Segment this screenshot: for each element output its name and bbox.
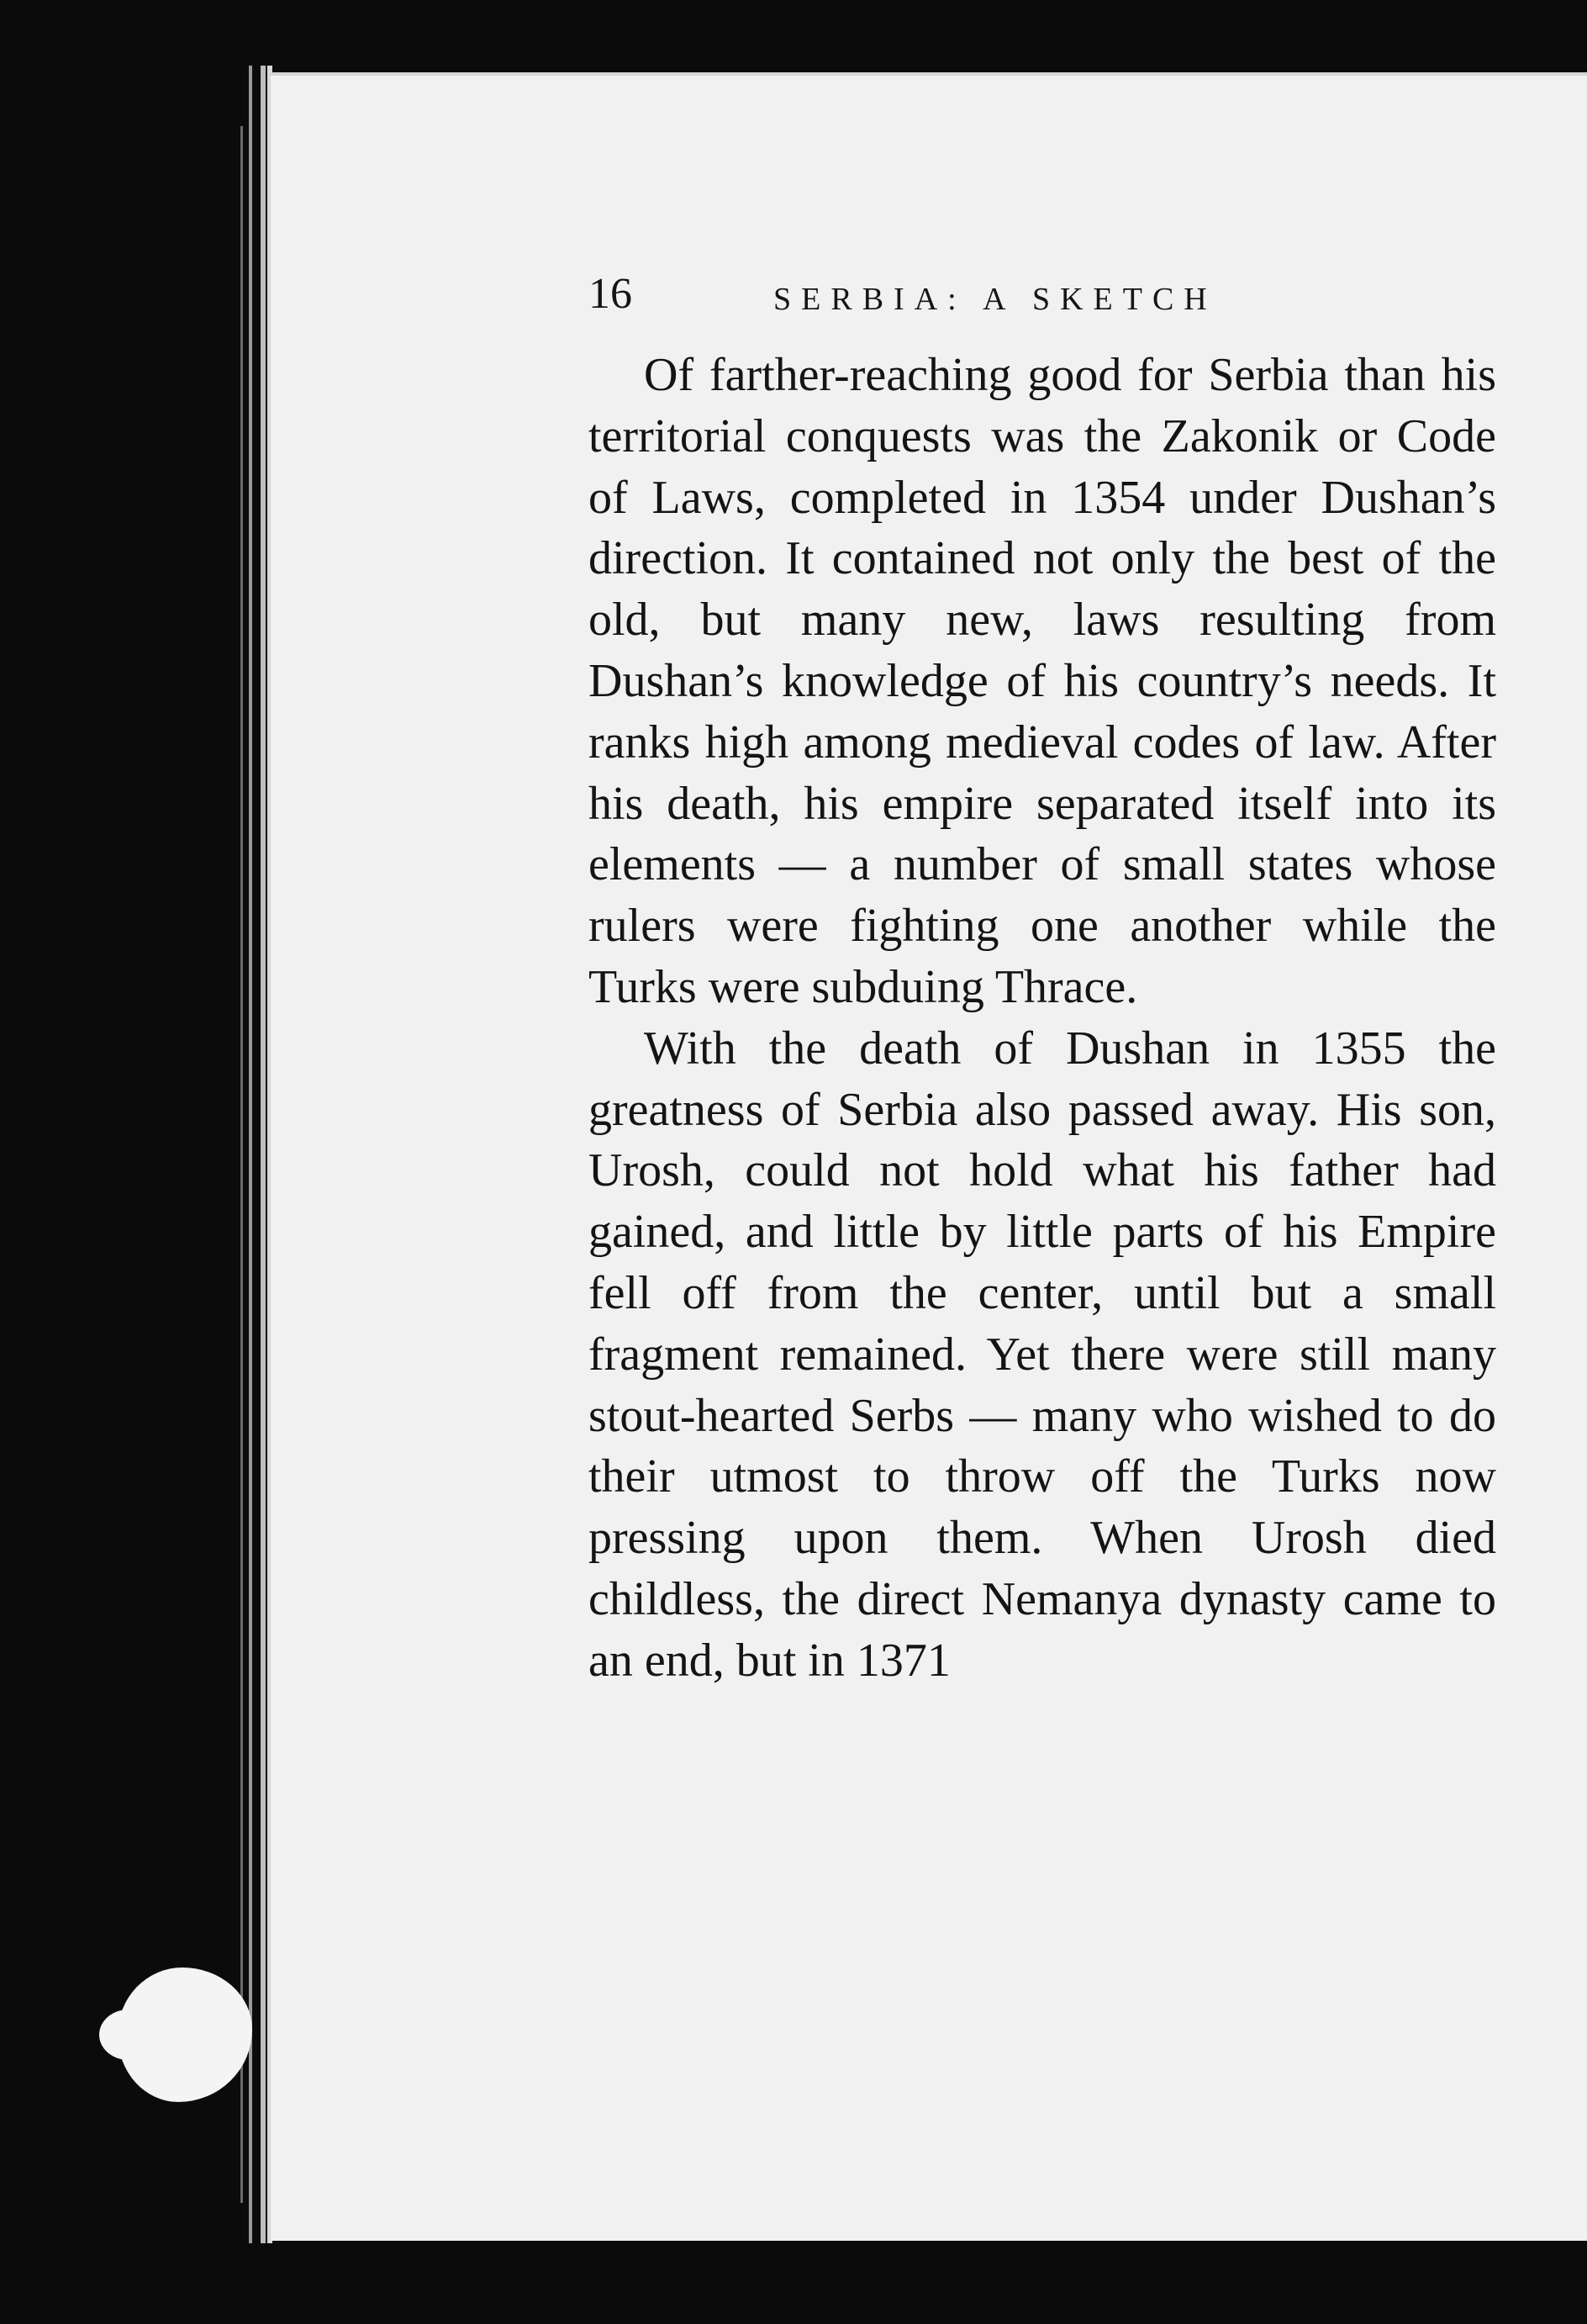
body-text: [588, 345, 1496, 1692]
page-edge: [249, 66, 252, 2243]
paragraph: With the death of Dushan in 1355 the greatness of Serbia also passed away. His son, Urosh, could not hold what his father had gained, and little by little parts of his Empire fell off from the center, until but a small fragment remained. Yet there were still many stout-hearted Serbs — many who wished to do their utmost to throw off the Turks now pressing upon them. When Urosh died childless, the direct Nemanya dynasty came to an end, but in 1371: [588, 1022, 1496, 1687]
running-head: [588, 261, 1379, 328]
page-number: 16: [588, 270, 632, 318]
page-edge: [261, 66, 266, 2243]
page-edge: [240, 126, 243, 2203]
scan-blot: [99, 2010, 158, 2060]
paragraph: Of farther-reaching good for Serbia than his territorial conquests was the Zakonik or Code of Laws, completed in 1354 under Dushan’s direction. It contained not only the best of the old, but many new, laws resulting from Dushan’s knowledge of his country’s needs. It ranks high among medieval codes of law. After his death, his empire separated itself into its elements — a number of small states whose rulers were fighting one another while the Turks were subduing Thrace.: [588, 349, 1496, 1013]
running-title: SERBIA: A SKETCH: [773, 282, 1217, 317]
